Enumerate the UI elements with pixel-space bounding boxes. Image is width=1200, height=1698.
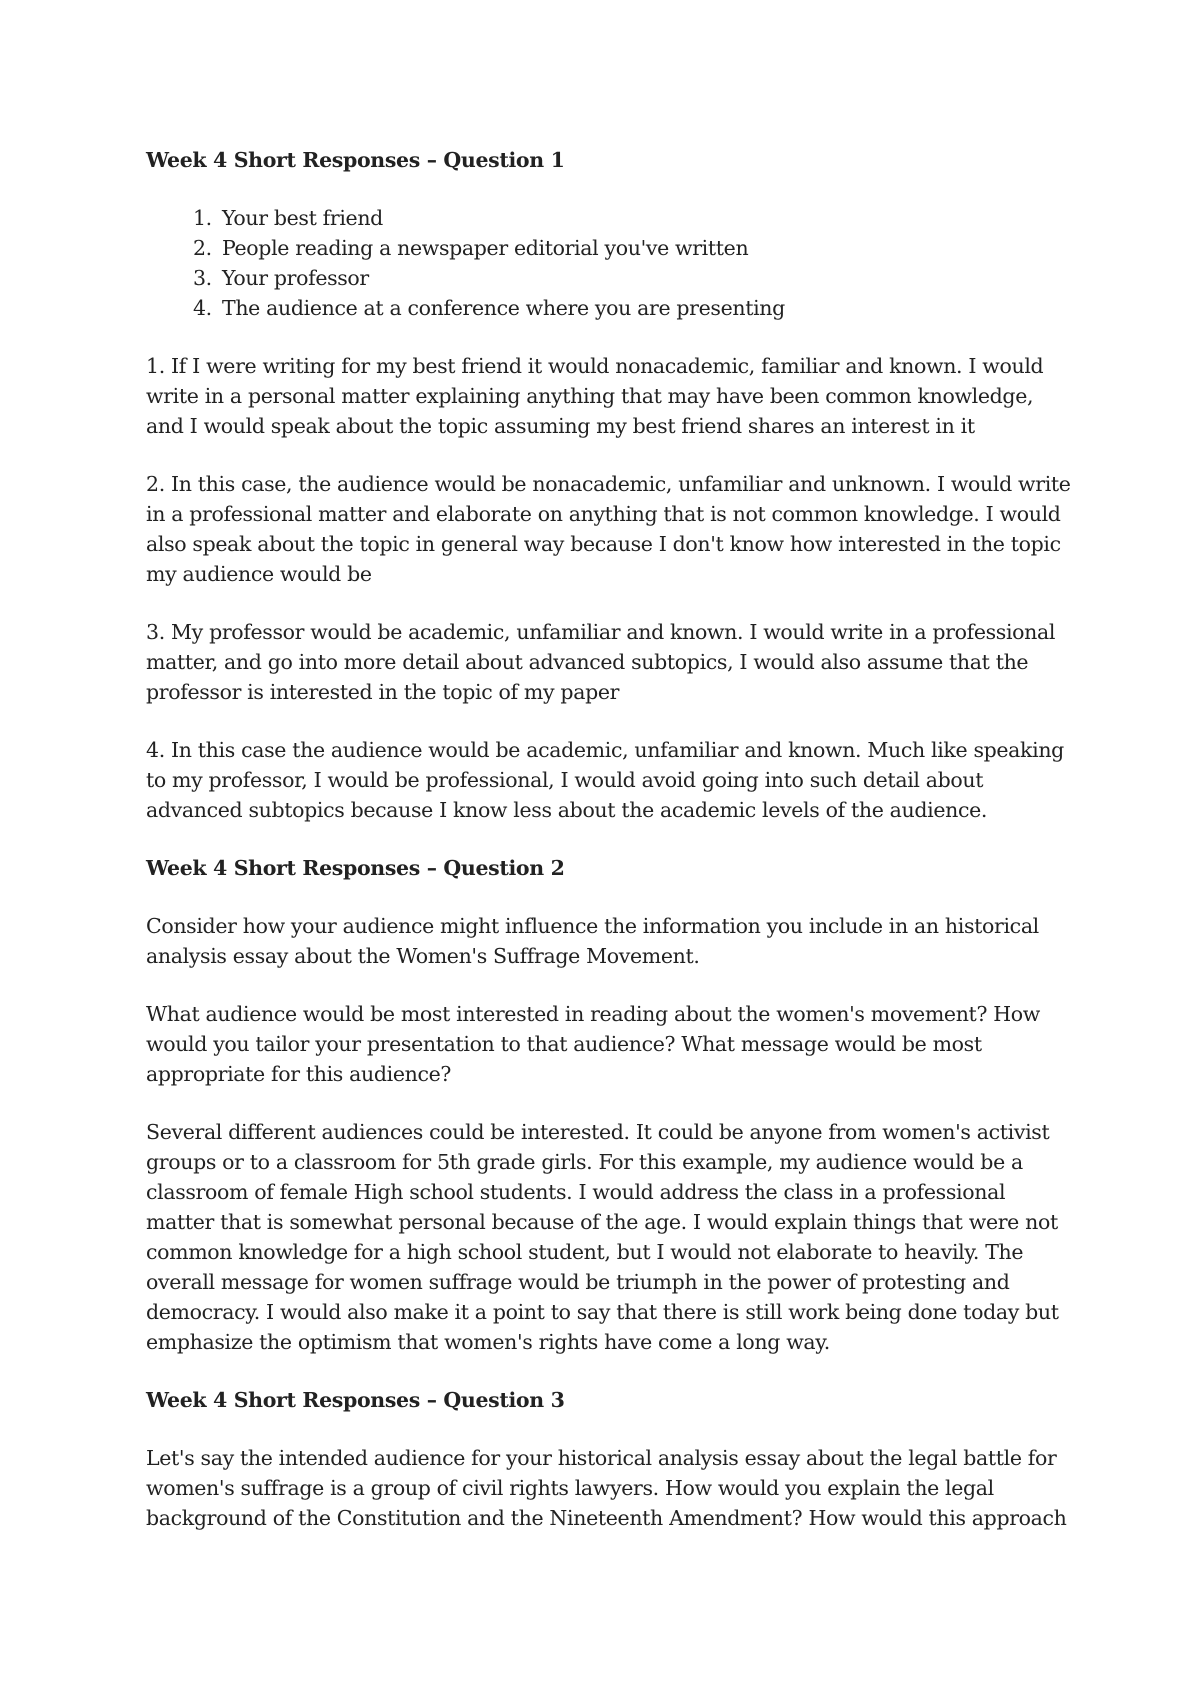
q2-heading: Week 4 Short Responses – Question 2 [146, 856, 565, 880]
list-item: 4. The audience at a conference where you are presenting [218, 293, 1076, 323]
list-item: 1. Your best friend [218, 203, 1076, 233]
q1-answer-4: 4. In this case the audience would be academic, unfamiliar and known. Much like speaking to my professor, I would be professional, I would avoid going into such detail about advanced subtopics because I know less about the academic levels of the audience. [146, 738, 1064, 822]
q2-prompt: Consider how your audience might influence the information you include in an historical analysis essay about the Women's Suffrage Movement. [146, 914, 1039, 968]
list-item: 2. People reading a newspaper editorial you've written [218, 233, 1076, 263]
q3-heading: Week 4 Short Responses – Question 3 [146, 1388, 565, 1412]
q2-answer: Several different audiences could be interested. It could be anyone from women's activist groups or to a classroom for 5th grade girls. For this example, my audience would be a classroom of female High school students. I would address the class in a professional matter that is somewhat personal because of the age. I would explain things that were not common knowledge for a high school student, but I would not elaborate to heavily. The overall message for women suffrage would be triumph in the power of protesting and democracy. I would also make it a point to say that there is still work being done today but emphasize the optimism that women's rights have come a long way. [146, 1120, 1059, 1354]
q1-answer-1: 1. If I were writing for my best friend it would nonacademic, familiar and known. I would write in a personal matter explaining anything that may have been common knowledge, and I would speak about the topic assuming my best friend shares an interest in it [146, 354, 1044, 438]
list-item: 3. Your professor [218, 263, 1076, 293]
q3-prompt: Let's say the intended audience for your historical analysis essay about the legal battle for women's suffrage is a group of civil rights lawyers. How would you explain the legal background of the Constitution and the Nineteenth Amendment? How would this approach [146, 1446, 1067, 1530]
q1-answer-3: 3. My professor would be academic, unfamiliar and known. I would write in a professional matter, and go into more detail about advanced subtopics, I would also assume that the professor is interested in the topic of my paper [146, 620, 1056, 704]
q1-heading: Week 4 Short Responses – Question 1 [146, 148, 565, 172]
document-body [146, 145, 1076, 1533]
q1-answer-2: 2. In this case, the audience would be nonacademic, unfamiliar and unknown. I would write in a professional matter and elaborate on anything that is not common knowledge. I would also speak about the topic in general way because I don't know how interested in the topic my audience would be [146, 472, 1071, 586]
q2-questions: What audience would be most interested in reading about the women's movement? How would you tailor your presentation to that audience? What message would be most appropriate for this audience? [146, 1002, 1040, 1086]
audience-list [146, 203, 1076, 323]
